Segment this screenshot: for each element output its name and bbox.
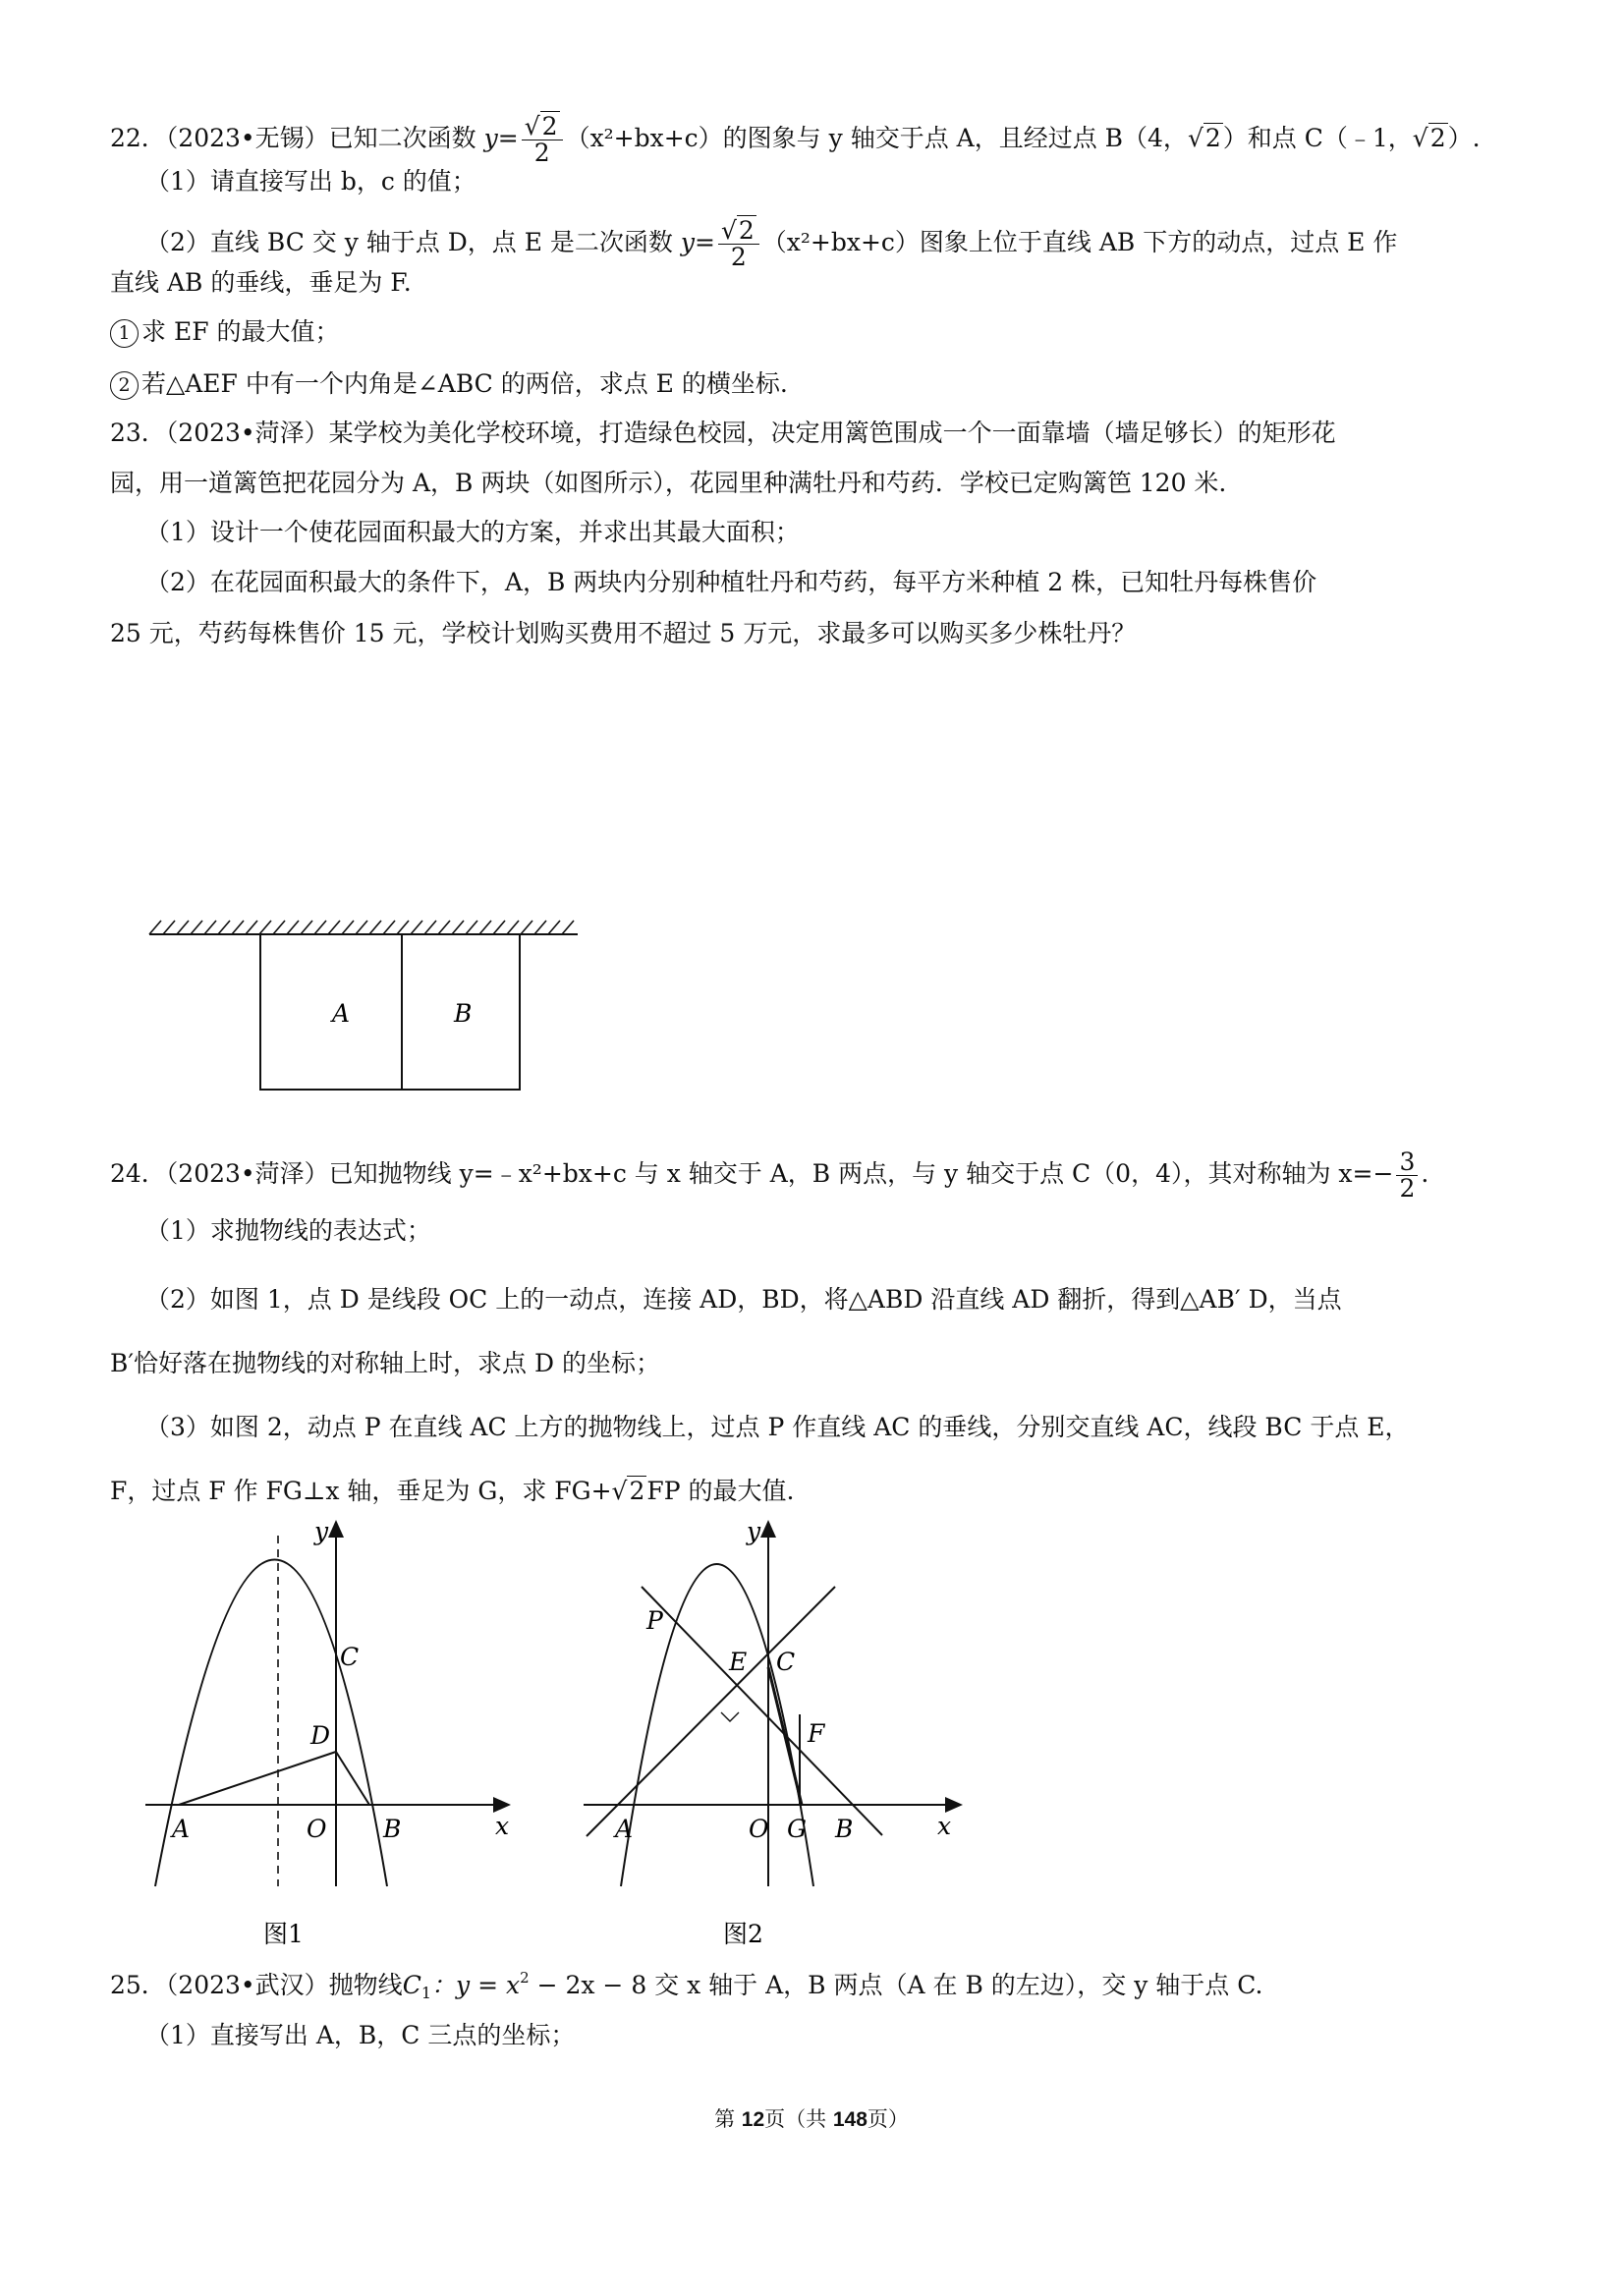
circled-two-icon: 2 xyxy=(110,371,139,400)
q22-sub1: （1）请直接写出 b，c 的值； xyxy=(145,167,476,196)
fig1-label-o: O xyxy=(307,1815,327,1843)
q24-sub2-line2: B′恰好落在抛物线的对称轴上时，求点 D 的坐标； xyxy=(110,1349,660,1377)
wall-hatching xyxy=(149,921,574,934)
fig2-label-g: G xyxy=(787,1815,807,1843)
figure-1 xyxy=(138,1518,531,1955)
fig2-label-x: x xyxy=(937,1812,952,1840)
page-number: 12 xyxy=(741,2108,765,2131)
fig2-label-p: P xyxy=(646,1606,663,1635)
q24-sqrt: √2 xyxy=(611,1477,645,1505)
fig1-line-ad xyxy=(179,1752,336,1805)
q22-fraction-2: $\frac{√2}{2}$ xyxy=(718,218,759,270)
page-total: 148 xyxy=(832,2108,867,2131)
q24-sub3-line1: （3）如图 2，动点 P 在直线 AC 上方的抛物线上，过点 P 作直线 AC 的垂线，分别交直线 AC，线段 BC 于点 E， xyxy=(145,1413,1410,1441)
q25-line-1: 25．（2023•武汉）抛物线$C_1$：$y = x^2 - 2x - 8$ 交 x 轴于 A，B 两点（A 在 B 的左边），交 y 轴于点 C. xyxy=(110,1969,1263,2002)
fig1-label-d: D xyxy=(310,1721,331,1750)
q24-fraction: $\frac{3}{2}$ xyxy=(1396,1149,1418,1202)
q24-sub2-line1: （2）如图 1，点 D 是线段 OC 上的一动点，连接 AD，BD，将△ABD 沿直线 AD 翻折，得到△AB′ D，当点 xyxy=(145,1285,1342,1314)
q22-sub2-line1: （2）直线 BC 交 y 轴于点 D，点 E 是二次函数 y= $\frac{√2}{2}$ （x²+bx+c）图象上位于直线 AB 下方的动点，过点 E 作 xyxy=(145,216,1398,271)
garden-rect xyxy=(260,934,520,1090)
q25-curve-name: $C_1$ xyxy=(402,1971,432,2002)
page-footer: 第 12页（共 148页） xyxy=(714,2107,909,2131)
q23-line-1: 23．（2023•菏泽）某学校为美化学校环境，打造绿色校园，决定用篱笆围成一个一面靠墙（墙足够长）的矩形花 xyxy=(110,419,1336,447)
fig2-label-b: B xyxy=(835,1815,854,1843)
fig2-label-a: A xyxy=(615,1815,634,1843)
q25-sub1: （1）直接写出 A，B，C 三点的坐标； xyxy=(145,2021,576,2049)
fig1-caption: 图1 xyxy=(263,1920,304,1948)
fig2-line-bc xyxy=(768,1667,802,1805)
figure-2 xyxy=(570,1518,982,1955)
fig1-line-db xyxy=(336,1752,369,1805)
fig2-label-f: F xyxy=(808,1719,825,1748)
fig1-label-b: B xyxy=(383,1815,402,1843)
q24-sub1: （1）求抛物线的表达式； xyxy=(145,1216,431,1245)
label-a: A xyxy=(332,999,351,1028)
garden-figure xyxy=(138,909,589,1100)
fig2-caption: 图2 xyxy=(723,1920,763,1948)
q22-line-1: 22．（2023•无锡）已知二次函数 y= $\frac{√2}{2}$ （x²+bx+c）的图象与 y 轴交于点 A，且经过点 B（4，√2）和点 C（﹣1，√2）. xyxy=(110,112,1481,167)
fig2-right-angle-icon xyxy=(721,1712,739,1721)
q22-item1: 1 求 EF 的最大值； xyxy=(110,314,340,350)
fig1-label-y: y xyxy=(314,1518,329,1545)
fig2-label-o: O xyxy=(749,1815,769,1843)
q24-line-1: 24．（2023•菏泽）已知抛物线 y=﹣x²+bx+c 与 x 轴交于 A，B 两点，与 y 轴交于点 C（0，4），其对称轴为 x=− $\frac{3}{2}$ . xyxy=(110,1148,1429,1203)
fig1-label-c: C xyxy=(340,1643,360,1671)
q23-sub2-line1: （2）在花园面积最大的条件下，A，B 两块内分别种植牡丹和芍药，每平方米种植 2 株，已知牡丹每株售价 xyxy=(145,568,1317,596)
fig2-line-pe xyxy=(642,1587,882,1835)
q23-sub2-line2: 25 元，芍药每株售价 15 元，学校计划购买费用不超过 5 万元，求最多可以购买多少株牡丹？ xyxy=(110,619,1137,647)
fig1-label-a: A xyxy=(172,1815,191,1843)
label-b: B xyxy=(454,999,473,1028)
fig2-label-y: y xyxy=(747,1518,761,1545)
q24-sub3-line2: F，过点 F 作 FG⊥x 轴，垂足为 G，求 FG+√2FP 的最大值. xyxy=(110,1474,794,1509)
q23-line-2: 园，用一道篱笆把花园分为 A，B 两块（如图所示），花园里种满牡丹和芍药．学校已定购篱笆 120 米. xyxy=(110,469,1227,497)
fig2-line-ac xyxy=(587,1587,835,1836)
q22-item2: 2 若△AEF 中有一个内角是∠ABC 的两倍，求点 E 的横坐标. xyxy=(110,366,788,402)
q22-fraction: $\frac{√2}{2}$ xyxy=(522,114,563,166)
q22-sqrt-c: √2 xyxy=(1412,124,1446,152)
q23-sub1: （1）设计一个使花园面积最大的方案，并求出其最大面积； xyxy=(145,518,800,546)
fig1-label-x: x xyxy=(495,1812,510,1840)
circled-one-icon: 1 xyxy=(110,319,139,348)
fig2-label-e: E xyxy=(729,1648,748,1676)
q22-sqrt-b: √2 xyxy=(1187,124,1221,152)
q22-y-eq: y= xyxy=(483,124,519,152)
q22-sub2-line2: 直线 AB 的垂线，垂足为 F. xyxy=(110,268,412,297)
fig2-label-c: C xyxy=(776,1648,796,1676)
fig1-parabola xyxy=(155,1560,387,1887)
